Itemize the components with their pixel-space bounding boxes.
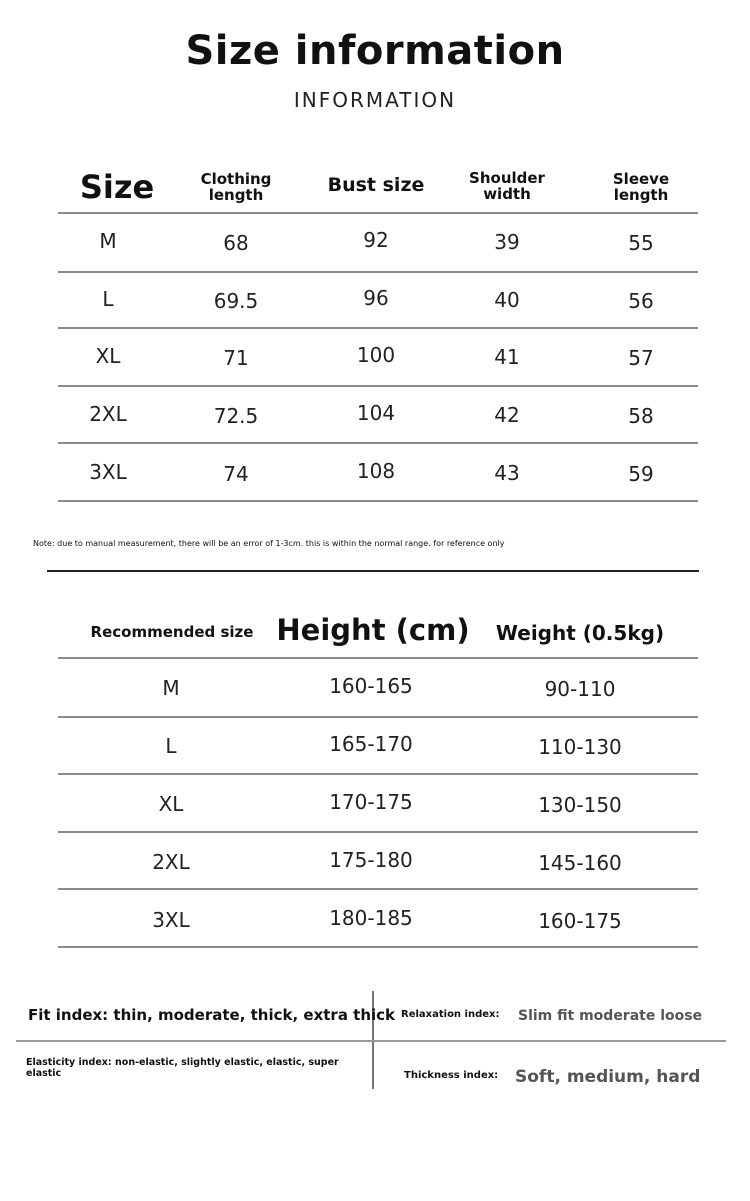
table-cell-clothing: 74 <box>223 462 249 486</box>
header-clothing-line2: length <box>208 186 264 204</box>
table-cell-height: 165-170 <box>329 732 413 756</box>
row-divider <box>58 831 698 833</box>
table-cell-size: M <box>99 229 117 253</box>
thickness-index-label: Thickness index: <box>404 1070 499 1081</box>
table-cell-weight: 110-130 <box>538 735 622 759</box>
row-divider <box>58 500 698 502</box>
table-cell-size: 3XL <box>89 460 127 484</box>
table-cell-weight: 160-175 <box>538 909 622 933</box>
page-title: Size information <box>185 28 565 74</box>
elasticity-index-line1: Elasticity index: non-elastic, slightly elastic, elastic, super <box>26 1057 339 1068</box>
table-cell-shoulder: 39 <box>494 230 520 254</box>
table-cell-weight: 90-110 <box>544 677 616 701</box>
table-cell-size: 3XL <box>152 908 190 932</box>
header-clothing-length <box>201 171 272 203</box>
table-cell-bust: 100 <box>356 343 396 367</box>
table-cell-weight: 130-150 <box>538 793 622 817</box>
row-divider <box>58 212 698 214</box>
header-size: Size <box>79 168 155 206</box>
header-shoulder-line2: width <box>483 185 531 203</box>
table-cell-bust: 96 <box>363 286 389 310</box>
table-cell-sleeve: 58 <box>628 404 654 428</box>
row-divider <box>58 385 698 387</box>
table-cell-size: L <box>102 287 114 311</box>
table-cell-sleeve: 55 <box>628 231 654 255</box>
header-shoulder-width <box>469 170 545 202</box>
row-divider <box>58 327 698 329</box>
table-cell-shoulder: 43 <box>494 461 520 485</box>
header-clothing-line1: Clothing <box>200 170 272 188</box>
table-cell-shoulder: 41 <box>494 345 520 369</box>
table-cell-size: M <box>162 676 180 700</box>
section-divider <box>47 570 699 572</box>
table-cell-clothing: 68 <box>223 231 249 255</box>
relaxation-index-value: Slim fit moderate loose <box>518 1008 703 1024</box>
fit-index: Fit index: thin, moderate, thick, extra thick <box>28 1006 396 1024</box>
header-sleeve-line1: Sleeve <box>612 170 670 188</box>
table-cell-height: 170-175 <box>329 790 413 814</box>
row-divider <box>58 442 698 444</box>
table-cell-sleeve: 59 <box>628 462 654 486</box>
table-cell-bust: 104 <box>356 401 396 425</box>
row-divider <box>58 946 698 948</box>
elasticity-index <box>26 1057 339 1079</box>
thickness-index-value: Soft, medium, hard <box>515 1067 701 1087</box>
row-divider <box>58 657 698 659</box>
header-bust-size: Bust size <box>327 174 425 196</box>
table-cell-size: XL <box>158 792 184 816</box>
table-cell-size: L <box>165 734 177 758</box>
table-cell-weight: 145-160 <box>538 851 622 875</box>
table-cell-bust: 108 <box>356 459 396 483</box>
page-subtitle: INFORMATION <box>293 88 457 112</box>
table-cell-shoulder: 40 <box>494 288 520 312</box>
header-shoulder-line1: Shoulder <box>469 169 545 187</box>
header-weight: Weight (0.5kg) <box>495 621 665 645</box>
header-recommended-size: Recommended size <box>90 623 254 641</box>
table-cell-clothing: 72.5 <box>213 404 259 428</box>
table-cell-sleeve: 57 <box>628 346 654 370</box>
grid-horizontal-divider <box>16 1040 726 1042</box>
table-cell-clothing: 71 <box>223 346 249 370</box>
row-divider <box>58 888 698 890</box>
relaxation-index-label: Relaxation index: <box>401 1009 500 1020</box>
elasticity-index-line2: elastic <box>26 1068 62 1079</box>
table-cell-height: 175-180 <box>329 848 413 872</box>
measurement-note: Note: due to manual measurement, there will be an error of 1-3cm. this is within the normal range. for reference only <box>33 539 505 548</box>
table-cell-shoulder: 42 <box>494 403 520 427</box>
table-cell-size: 2XL <box>89 402 127 426</box>
table-cell-height: 160-165 <box>329 674 413 698</box>
row-divider <box>58 773 698 775</box>
table-cell-height: 180-185 <box>329 906 413 930</box>
header-sleeve-line2: length <box>613 186 669 204</box>
table-cell-size: XL <box>95 344 121 368</box>
row-divider <box>58 271 698 273</box>
table-cell-size: 2XL <box>152 850 190 874</box>
table-cell-clothing: 69.5 <box>213 289 259 313</box>
table-cell-sleeve: 56 <box>628 289 654 313</box>
table-cell-bust: 92 <box>363 228 389 252</box>
row-divider <box>58 716 698 718</box>
header-height: Height (cm) <box>276 613 470 647</box>
header-sleeve-length <box>613 171 669 203</box>
